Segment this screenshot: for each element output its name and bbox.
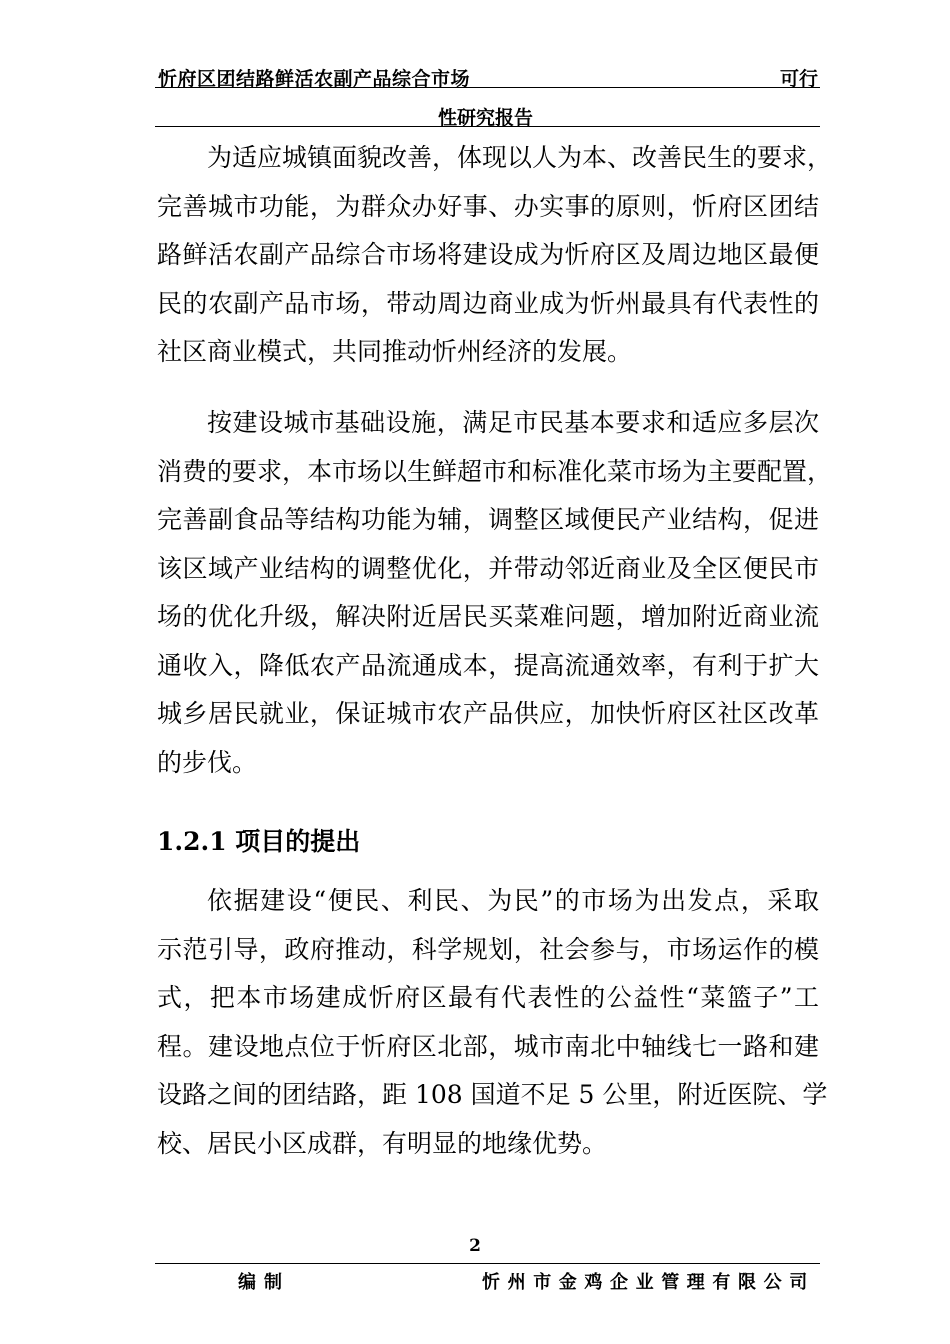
text-line: 完善副食品等结构功能为辅，调整区域便民产业结构，促进 [157,505,819,534]
footer-divider [155,1263,820,1264]
text-line: 为适应城镇面貌改善，体现以人为本、改善民生的要求， [207,143,833,172]
text-line: 设路之间的团结路，距 108 国道不足 5 公里，附近医院、学 [157,1080,828,1109]
footer-compiled-label: 编制 [238,1272,290,1293]
text-line: 完善城市功能，为群众办好事、办实事的原则，忻府区团结 [157,191,819,221]
page-number: 2 [469,1236,481,1256]
text-line: 按建设城市基础设施，满足市民基本要求和适应多层次 [207,408,819,437]
header-title: 忻府区团结路鲜活农副产品综合市场 [158,68,471,90]
header-divider-bottom [155,126,820,127]
header-divider [155,87,820,88]
paragraph-3 [157,877,828,1168]
paragraph-2 [157,399,833,787]
text-line: 示范引导，政府推动，科学规划，社会参与，市场运作的模 [157,934,819,964]
text-line: 该区域产业结构的调整优化，并带动邻近商业及全区便民市 [157,553,819,583]
footer-company-name: 忻州市金鸡企业管理有限公司 [482,1272,815,1293]
text-line: 民的农副产品市场，带动周边商业成为忻州最具有代表性的 [157,288,819,318]
paragraph-1 [157,134,833,377]
text-line: 城乡居民就业，保证城市农产品供应，加快忻府区社区改革 [157,699,819,728]
text-line: 的步伐。 [157,747,258,777]
text-line: 通收入，降低农产品流通成本，提高流通效率，有利于扩大 [157,650,819,680]
text-line: 消费的要求，本市场以生鲜超市和标准化菜市场为主要配置， [157,456,833,486]
text-line: 式，把本市场建成忻府区最有代表性的公益性“菜篮子”工 [157,983,819,1012]
text-line: 校、居民小区成群，有明显的地缘优势。 [157,1128,608,1158]
text-line: 场的优化升级，解决附近居民买菜难问题，增加附近商业流 [157,602,819,631]
header-title-right: 可行 [780,68,819,90]
section-heading: 1.2.1 项目的提出 [157,827,361,856]
text-line: 社区商业模式，共同推动忻州经济的发展。 [157,337,633,366]
header-title-continued: 性研究报告 [438,107,534,129]
text-line: 路鲜活农副产品综合市场将建设成为忻府区及周边地区最便 [157,240,819,269]
text-line: 程。建设地点位于忻府区北部，城市南北中轴线七一路和建 [157,1031,819,1061]
text-line: 依据建设“便民、利民、为民”的市场为出发点，采取 [207,886,819,915]
